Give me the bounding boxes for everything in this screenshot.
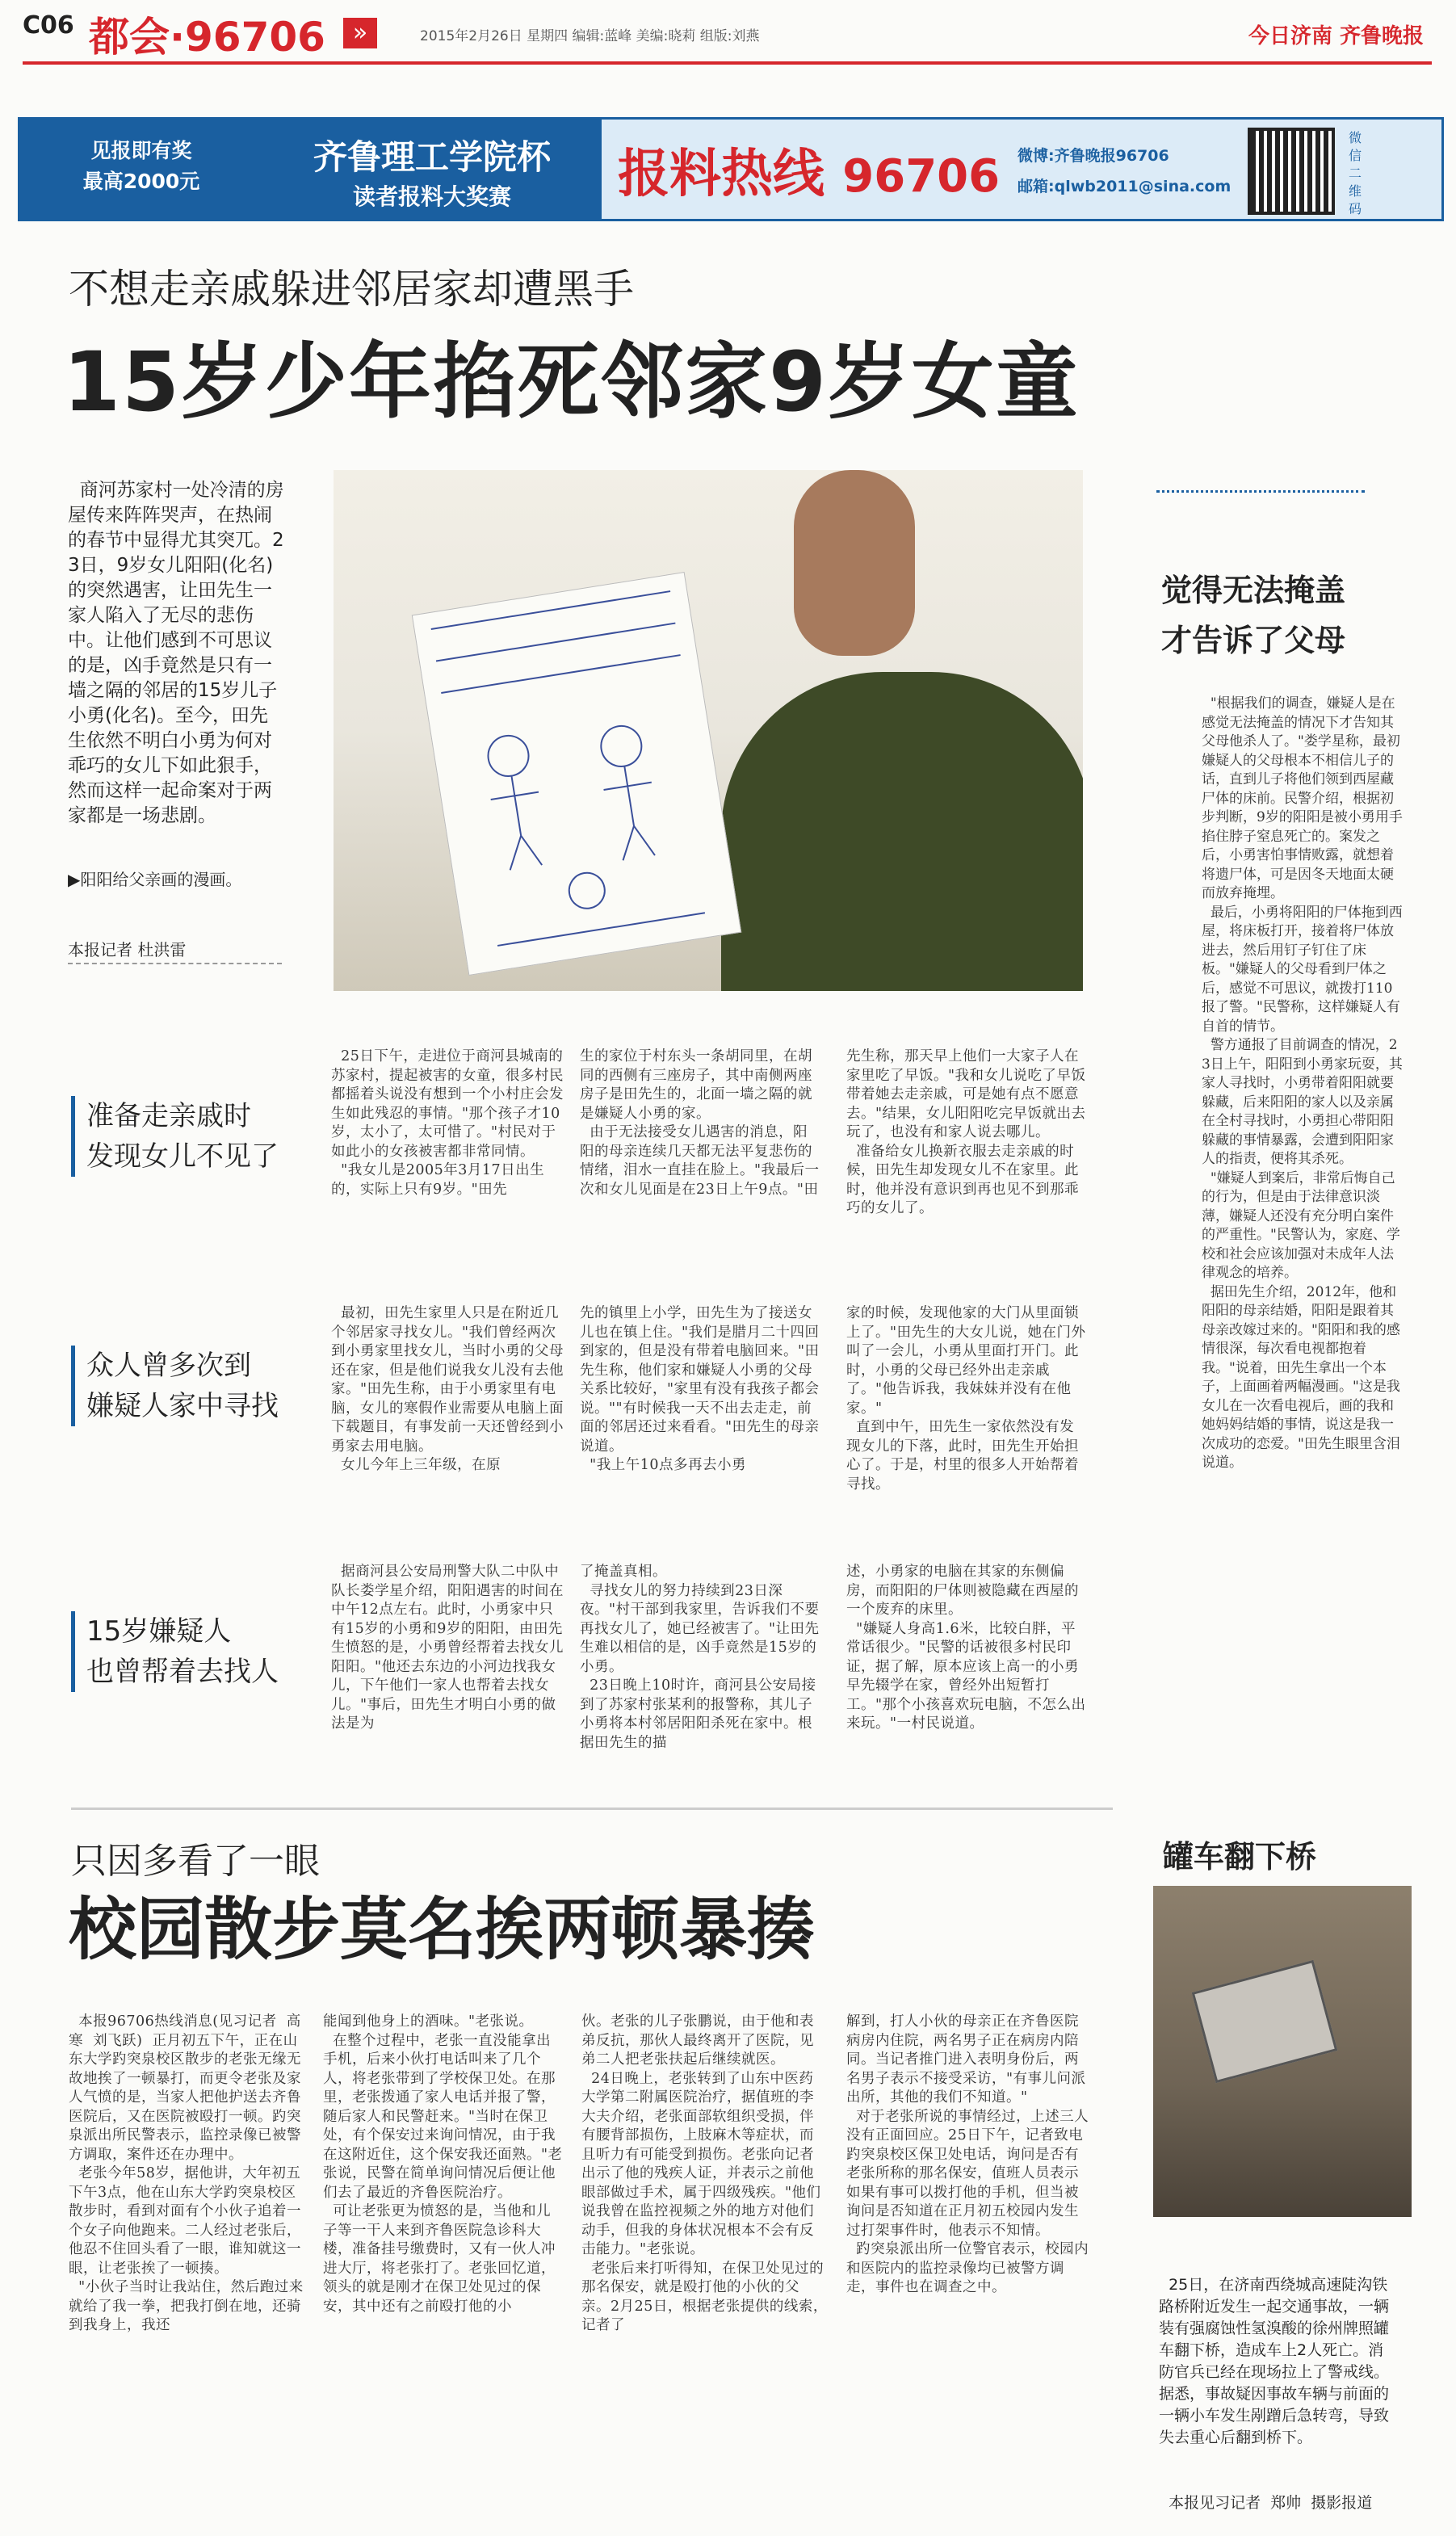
- section-arrow-icon: »: [343, 18, 377, 48]
- article1-text: 先生称，那天早上他们一大家子人在家里吃了早饭。"我和女儿说吃了早饭带着她去走亲戚，可是她有点不愿意去。"结果，女儿阳阳吃完早饭就出去玩了，也没有和家人说去哪儿。 准备给女儿换新衣服去走亲戚的时候，田先生却发现女儿不在家里。此时，他并没有意识到再也见不到那乖巧的女儿了。: [846, 1048, 1086, 1216]
- subhead-3: [71, 1611, 321, 1692]
- article1-text: 生的家位于村东头一条胡同里，在胡同的西侧有三座房子，其中南侧两座房子是田先生的，北面一墙之隔的就是嫌疑人小勇的家。 由于无法接受女儿遇害的消息，阳阳的母亲连续几天都无法平复悲伤的情绪，泪水一直挂在脸上。"我最后一次和女儿见面是在23日上午9点。"田: [580, 1048, 820, 1198]
- page-number: C06: [23, 11, 74, 40]
- banner-prize: [20, 120, 262, 219]
- hotline-number: 96706: [842, 150, 1001, 203]
- hotline-label: 报料热线: [618, 145, 825, 204]
- right-column-text: "根据我们的调查，嫌疑人是在感觉无法掩盖的情况下才告知其父母他杀人了。"娄学星称，最初嫌疑人的父母根本不相信儿子的话，直到儿子将他们领到西屋藏尸体的床前。民警介绍，根据初步判断，9岁的阳阳是被小勇用手掐住脖子窒息死亡的。案发之后，小勇害怕事情败露，就想着将遗尸体，可是因冬天地面太硬而放弃掩埋。 最后，小勇将阳阳的尸体拖到西屋，将床板打开，接着将尸体放进去，然后用钉子钉住了床板。"嫌疑人的父母看到尸体之后，感觉不可思议，就拨打110报了警。"民警称，这样嫌疑人有自首的情节。 警方通报了目前调查的情况，23日上午，阳阳到小勇家玩耍，其家人寻找时，小勇带着阳阳就要躲藏，后来阳阳的家人以及亲属在全村寻找时，小勇担心带阳阳躲藏的事情暴露，会遭到阳阳家人的指责，便将其杀死。 "嫌疑人到案后，非常后悔自己的行为，但是由于法律意识淡薄，嫌疑人还没有充分明白案件的严重性。"民警认为，家庭、学校和社会应该加强对未成年人法律观念的培养。 据田先生介绍，2012年，他和阳阳的母亲结婚，阳阳是跟着其母亲改嫁过来的。"阳阳和我的感情很深，每次看电视都抱着我。"说着，田先生拿出一个本子，上面画着两幅漫画。"这是我女儿在一次看电视后，画的我和她妈妈结婚的事情，说这是我一次成功的恋爱。"田先生眼里含泪说道。: [1202, 695, 1403, 1471]
- article2-divider: [71, 1808, 1113, 1810]
- tanker-photo: [1153, 1886, 1412, 2217]
- article1-text: 最初，田先生家里人只是在附近几个邻居家寻找女儿。"我们曾经两次到小勇家里找女儿，当时小勇的父母还在家，但是他们说我女儿没有去他家。"田先生称，由于小勇家里有电脑，女儿的寒假作业需要从电脑上面下载题目，有事发前一天还曾经到小勇家去用电脑。 女儿今年上三年级，在原: [331, 1305, 564, 1473]
- article2-text: 解到，打人小伙的母亲正在齐鲁医院病房内住院，两名男子正在病房内陪同。当记者推门进入表明身份后，两名男子表示不接受采访，"有事儿问派出所，其他的我们不知道。" 对于老张所说的事情经过，上述三人没有正面回应。25日下午，记者致电趵突泉校区保卫处电话，询问是否有老张所称的那名保安，值班人员表示如果有事可以拨打他的手机，但当被询问是否知道在正月初五校园内发生过打架事件时，他表示不知情。 趵突泉派出所一位警官表示，校园内和医院内的监控录像均已被警方调走，事件也在调查之中。: [846, 2013, 1089, 2295]
- subhead-2-l2: 嫌疑人家中寻找: [86, 1390, 279, 1422]
- banner-cup: [262, 120, 602, 219]
- drawing-sketch: [413, 573, 741, 975]
- article2-text: 本报96706热线消息(见习记者 高寒 刘飞跃) 正月初五下午，正在山东大学趵突泉校区散步的老张无缘无故地挨了一顿暴打，而更令老张及家人气愤的是，当家人把他护送去齐鲁医院后，又在医院被殴打一顿。趵突泉派出所民警表示，监控录像已被警方调取，案件还在办理中。 老张今年58岁，据他讲，大年初五下午3点，他在山东大学趵突泉校区散步时，看到对面有个小伙子追着一个女子向他跑来。二人经过老张后，他忍不住回头看了一眼，谁知就这一眼，让老张挨了一顿揍。 "小伙子当时让我站住，然后跑过来就给了我一拳，把我打倒在地，还骑到我身上，我还: [69, 2013, 304, 2333]
- banner-prize-l1: 见报即有奖: [90, 139, 192, 162]
- article2-text: 伙。老张的儿子张鹏说，由于他和表弟反抗，那伙人最终离开了医院，见弟二人把老张扶起后继续就医。 24日晚上，老张转到了山东中医药大学第二附属医院治疗，据值班的李大夫介绍，老张面部软组织受损，伴有腰背部损伤，上肢麻木等症状，而且听力有可能受到损伤。老张向记者出示了他的残疾人证，并表示之前他眼部做过手术，属于四级残疾。"他们说我曾在监控视频之外的地方对他们动手，但我的身体状况根本不会有反击能力。"老张说。 老张后来打听得知，在保卫处见过的那名保安，就是殴打他的小伙的父亲。2月25日，根据老张提供的线索，记者了: [581, 2013, 828, 2333]
- article1-kicker: 不想走亲戚躲进邻居家却遭黑手: [69, 266, 634, 313]
- subhead-1-l1: 准备走亲戚时: [86, 1100, 251, 1132]
- section-title: 都会·96706: [89, 14, 325, 61]
- article1-photo: [334, 470, 1083, 991]
- tanker-caption-text: 25日，在济南西绕城高速陡沟铁路桥附近发生一起交通事故，一辆装有强腐蚀性氢溴酸的徐州牌照罐车翻下桥，造成车上2人死亡。消防官兵已经在现场拉上了警戒线。据悉，事故疑因事故车辆与前面的一辆小车发生剐蹭后急转弯，导致失去重心后翻到桥下。: [1159, 2276, 1390, 2446]
- tanker-headline: 罐车翻下桥: [1163, 1839, 1317, 1875]
- photo-man-head: [794, 470, 915, 656]
- tanker-credit: 本报见习记者 郑帅 摄影报道: [1159, 2494, 1373, 2512]
- banner-weibo: 微博:齐鲁晚报96706: [1018, 147, 1169, 165]
- article1-text: 25日下午，走进位于商河县城南的苏家村，提起被害的女童，很多村民都摇着头说没有想到一个小村庄会发生如此残忍的事情。"那个孩子才10岁，太小了，太可惜了。"村民对于如此小的女孩被害都非常同情。 "我女儿是2005年3月17日出生的，实际上只有9岁。"田先: [331, 1048, 564, 1198]
- subhead-1: [71, 1096, 321, 1177]
- right-subhead: [1161, 565, 1345, 665]
- article1-headline: 15岁少年掐死邻家9岁女童: [63, 334, 1080, 430]
- banner-hotline: [618, 132, 1000, 207]
- banner-cup-title: 齐鲁理工学院杯: [313, 137, 551, 177]
- banner-cup-sub: 读者报料大奖赛: [352, 183, 511, 210]
- subhead-2: [71, 1346, 321, 1426]
- qr-code-icon: [1248, 128, 1335, 215]
- right-subhead-l1: 觉得无法掩盖: [1161, 573, 1346, 608]
- article1-lead: 商河苏家村一处冷清的房屋传来阵阵哭声，在热闹的春节中显得尤其突兀。23日，9岁女儿阳阳(化名)的突然遇害，让田先生一家人陷入了无尽的悲伤中。让他们感到不可思议的是，凶手竟然是只有一墙之隔的邻居的15岁儿子小勇(化名)。至今，田先生依然不明白小勇为何对乖巧的女儿下如此狠手，然而这样一起命案对于两家都是一场悲剧。: [68, 480, 284, 826]
- subhead-3-l2: 也曾帮着去找人: [86, 1656, 279, 1688]
- subhead-3-l1: 15岁嫌疑人: [86, 1615, 232, 1648]
- qr-label: 微信二维码: [1349, 130, 1362, 216]
- article1-text: 述，小勇家的电脑在其家的东侧偏房，而阳阳的尸体则被隐藏在西屋的一个废弃的床里。 "嫌疑人身高1.6米，比较白胖，平常话很少。"民警的话被很多村民印证，据了解，原本应该上高一的小勇早先辍学在家，曾经外出短暂打工。"那个小孩喜欢玩电脑，不怎么出来玩。"一村民说道。: [846, 1564, 1086, 1732]
- photo-man-jacket: [721, 672, 1083, 991]
- article2-text: 能闻到他身上的酒味。"老张说。 在整个过程中，老张一直没能拿出手机，后来小伙打电话叫来了几个人，将老张带到了学校保卫处。在那里，老张拨通了家人电话并报了警，随后家人和民警赶来。"当时在保卫处，有个保安过来询问情况，由于我在这附近住，这个保安我还面熟。"老张说，民警在简单询问情况后便让他们去了最近的齐鲁医院治疗。 可让老张更为愤怒的是，当他和儿子等一干人来到齐鲁医院急诊科大楼，准备挂号缴费时，又有一伙人冲进大厅，将老张打了。老张回忆道，领头的就是刚才在保卫处见过的保安，其中还有之前殴打他的小: [323, 2013, 563, 2315]
- article1-text: 了掩盖真相。 寻找女儿的努力持续到23日深夜。"村干部到我家里，告诉我们不要再找女儿了，她已经被害了。"让田先生难以相信的是，凶手竟然是15岁的小勇。 23日晚上10时许，商河县公安局接到了苏家村张某利的报警称，其儿子小勇将本村邻居阳阳杀死在家中。根据田先生的描: [580, 1564, 820, 1751]
- article1-text: 据商河县公安局刑警大队二中队中队长娄学星介绍，阳阳遇害的时间在中午12点左右。此时，小勇家中只有15岁的小勇和9岁的阳阳，由田先生愤怒的是，小勇曾经帮着去找女儿阳阳。"他还去东边的小河边找我女儿，下午他们一家人也帮着去找女儿。"事后，田先生才明白小勇的做法是为: [331, 1564, 564, 1732]
- right-subhead-l2: 才告诉了父母: [1161, 623, 1346, 658]
- tanker-caption: [1159, 2231, 1393, 2536]
- subhead-2-l1: 众人曾多次到: [86, 1350, 251, 1382]
- hotline-banner: [18, 117, 1444, 221]
- right-column-divider: [1156, 490, 1365, 493]
- newspaper-brand: 今日济南 齐鲁晚报: [1248, 24, 1424, 48]
- byline-divider: [68, 963, 282, 964]
- article1-text: 家的时候，发现他家的大门从里面锁上了。"田先生的大女儿说，她在门外叫了一会儿，小勇从里面打开门。此时，小勇的父母已经外出走亲戚了。"他告诉我，我妹妹并没有在他家。" 直到中午，田先生一家依然没有发现女儿的下落，此时，田先生开始担心了。于是，村里的很多人开始帮着寻找。: [846, 1305, 1086, 1493]
- issue-meta: 2015年2月26日 星期四 编辑:蓝峰 美编:晓莉 组版:刘燕: [420, 28, 760, 44]
- article2-headline: 校园散步莫名挨两顿暴揍: [69, 1890, 816, 1969]
- photo-caption: ▶阳阳给父亲画的漫画。: [68, 870, 242, 889]
- article1-byline: 本报记者 杜洪雷: [68, 940, 187, 959]
- child-drawing: [412, 572, 741, 976]
- article1-text: 先的镇里上小学，田先生为了接送女儿也在镇上住。"我们是腊月二十四回到家的，但是没有带着电脑回来。"田先生称，他们家和嫌疑人小勇的父母关系比较好，"家里有没有我孩子都会说。""有时候我一天不出去走走，前面的邻居还过来看看。"田先生的母亲说道。 "我上午10点多再去小勇: [580, 1305, 820, 1473]
- banner-email: 邮箱:qlwb2011@sina.com: [1018, 178, 1232, 195]
- overturned-truck: [1192, 1960, 1338, 2083]
- header-rule: [23, 61, 1432, 65]
- subhead-1-l2: 发现女儿不见了: [86, 1140, 279, 1173]
- article2-kicker: 只因多看了一眼: [71, 1841, 320, 1882]
- banner-prize-l2: 最高2000元: [82, 170, 200, 193]
- banner-contact: [1018, 141, 1231, 202]
